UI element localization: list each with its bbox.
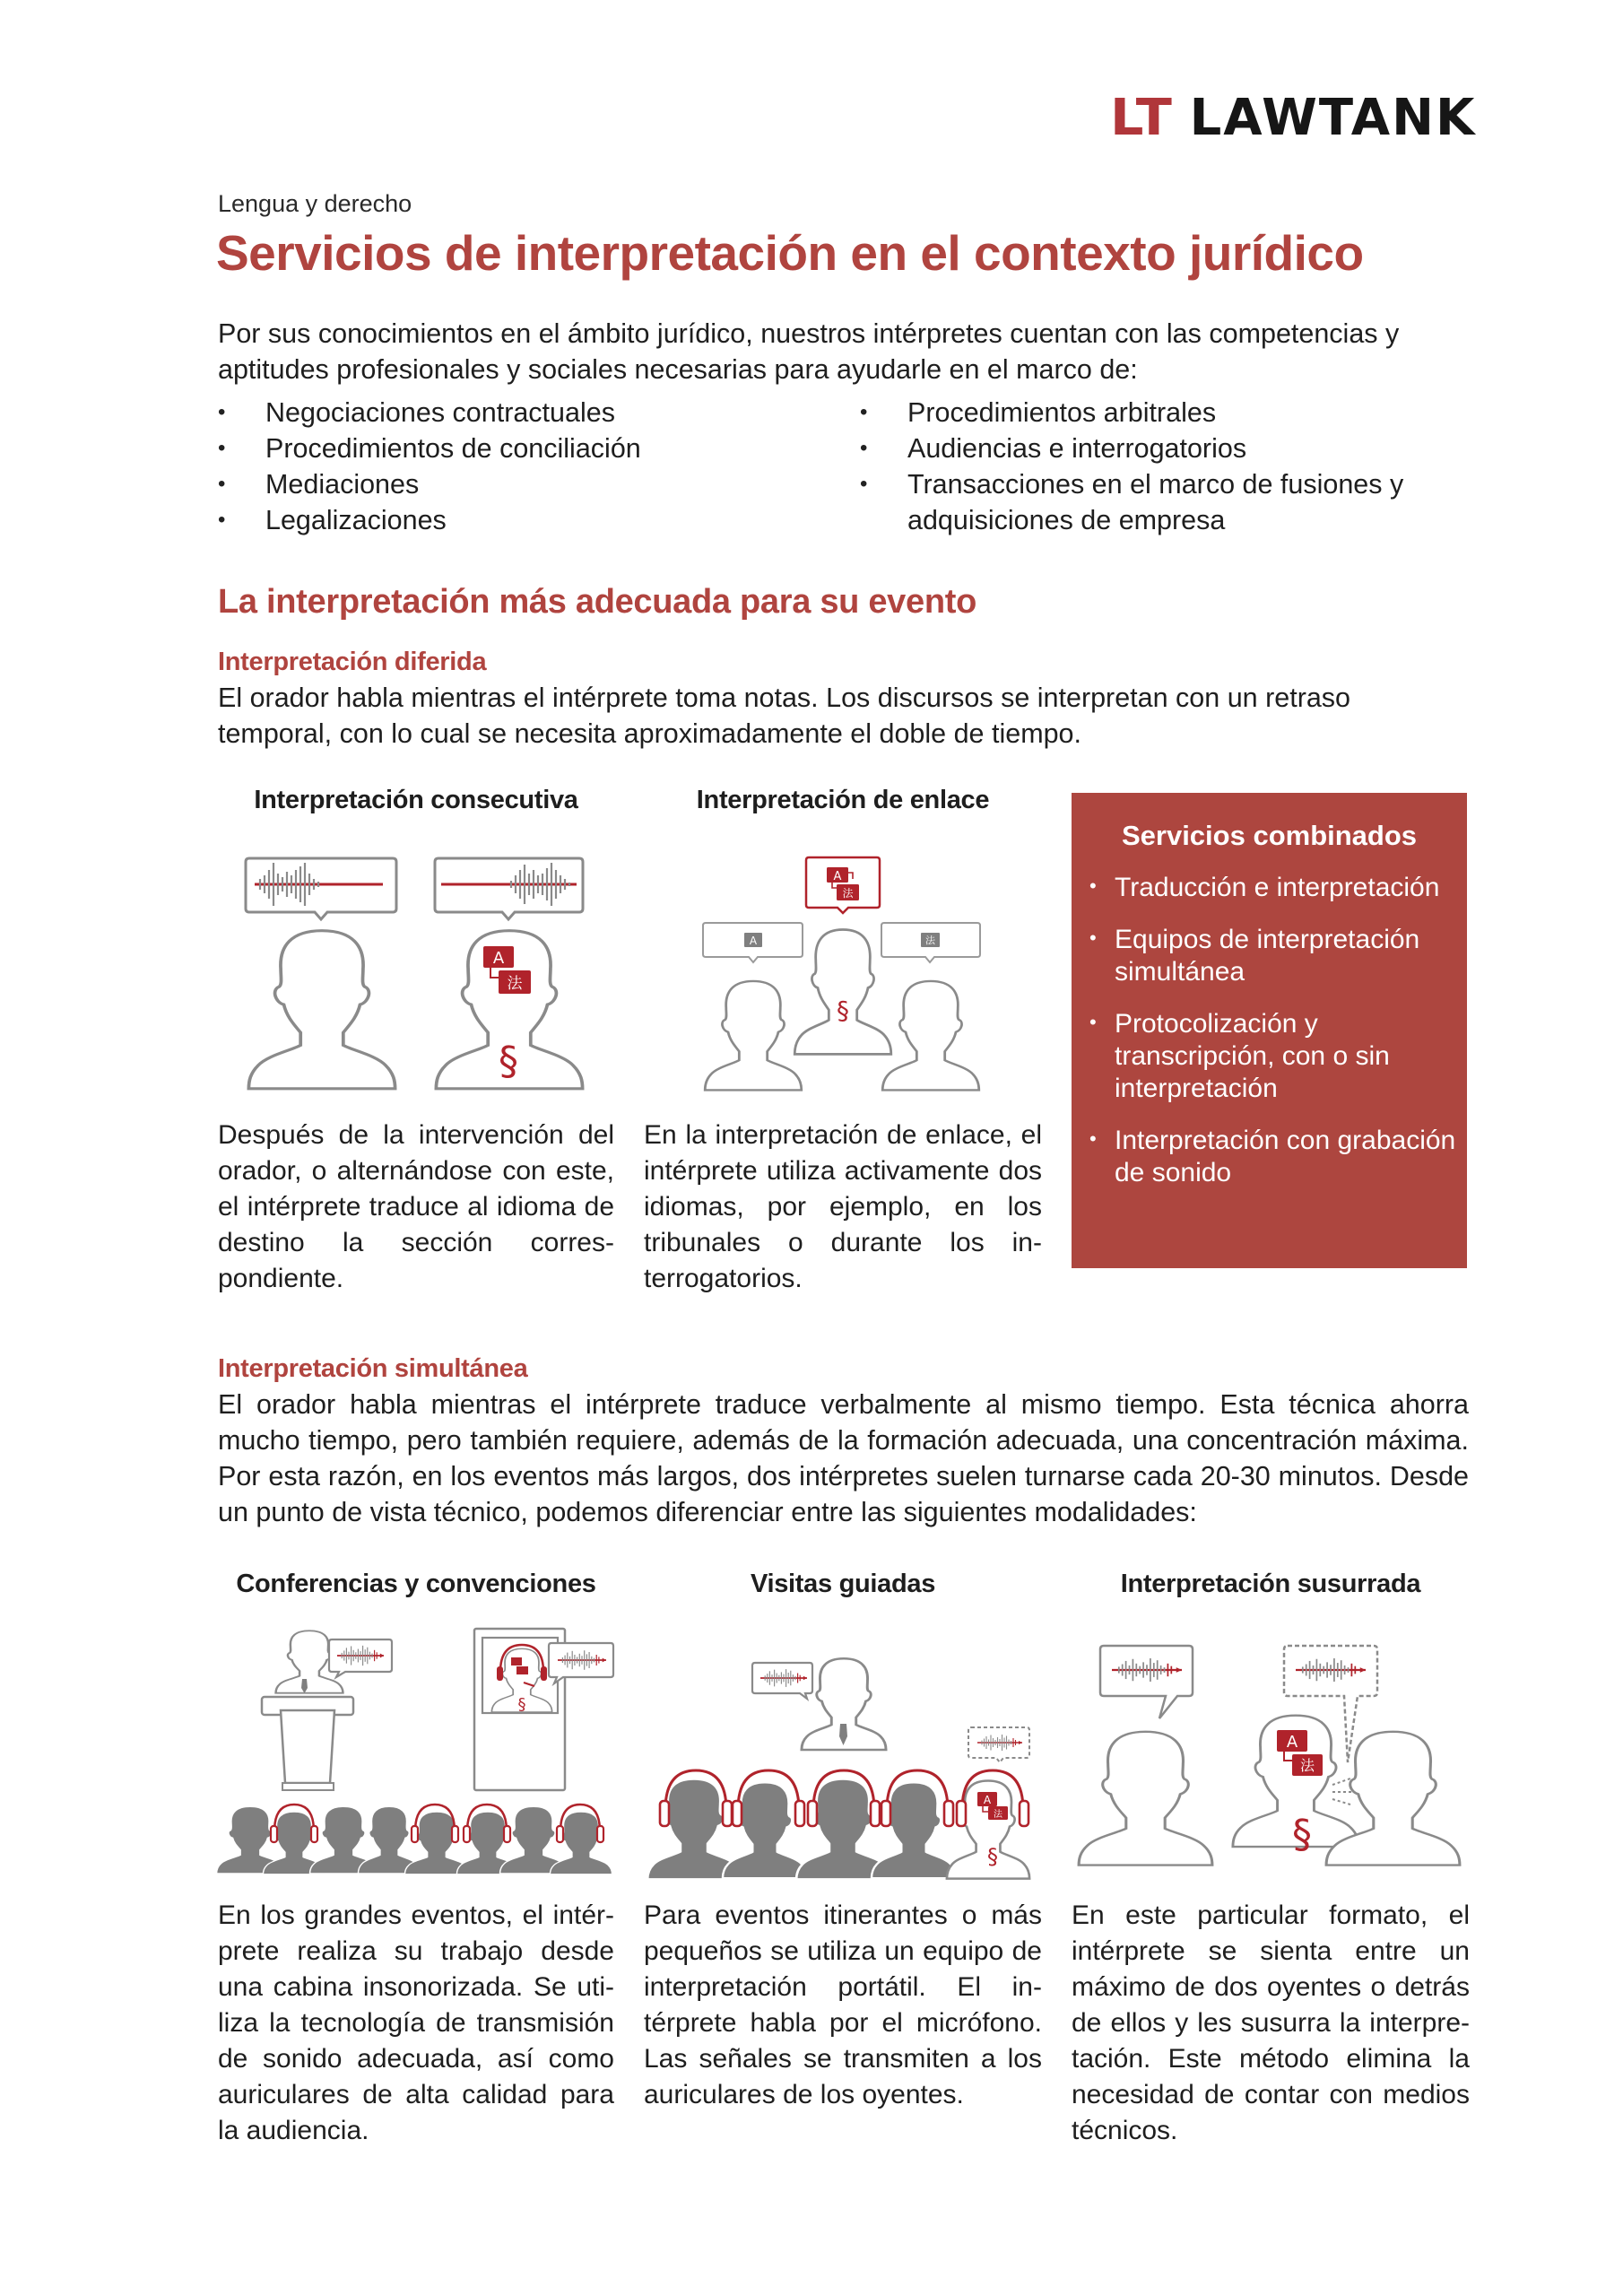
paragraph-law-icon: §: [837, 996, 849, 1025]
interpreter-bust-icon: [794, 929, 891, 1054]
section-title: La interpretación más adecuada para su evento: [218, 583, 977, 621]
speech-bubble-icon: [329, 1639, 392, 1677]
conference-illustration: [215, 1614, 628, 1883]
liaison-heading: Interpretación de enlace: [696, 786, 990, 814]
party-bust-icon: [705, 981, 802, 1091]
party-bust-icon: [882, 981, 979, 1091]
svg-text:A: A: [492, 949, 505, 968]
svg-text:A: A: [983, 1794, 992, 1806]
translation-bubble-icon: [806, 857, 880, 913]
listener-bust-icon: [1079, 1732, 1212, 1866]
simultaneous-heading: Interpretación simultánea: [218, 1354, 528, 1383]
speech-bubble-icon: [881, 923, 980, 962]
paragraph-law-icon: §: [987, 1844, 998, 1869]
combined-service-item: • Protocolización y transcripción, con o sin interpretación: [1089, 1008, 1457, 1105]
deferred-heading: Interpretación diferida: [218, 648, 487, 676]
context-item: • Transacciones en el marco de fusiones y adquisiciones de empresa: [860, 466, 1434, 538]
speech-bubble-icon: [752, 1663, 812, 1699]
conferences-heading: Conferencias y convenciones: [236, 1570, 596, 1598]
paragraph-law-icon: §: [1292, 1812, 1312, 1857]
logo-mark: LT: [1110, 89, 1173, 147]
combined-services-list: [1089, 872, 1457, 1209]
speech-bubble-icon: [1100, 1646, 1193, 1718]
consecutive-illustration: [233, 843, 646, 1094]
context-item: • Procedimientos arbitrales: [860, 395, 1434, 430]
context-item: • Negociaciones contractuales: [218, 395, 801, 430]
svg-text:法: 法: [842, 887, 854, 900]
combined-service-item: • Traducción e interpretación: [1089, 872, 1457, 904]
svg-text:A: A: [833, 870, 842, 883]
deferred-paragraph: El orador habla mientras el intérprete toma notas. Los discursos se interpretan con un retraso temporal, con lo cual se necesita aproximadamente el doble de tiempo.: [218, 683, 1351, 749]
context-item: • Mediaciones: [218, 466, 801, 502]
liaison-illustration: [690, 843, 1004, 1094]
guided-tours-description: Para eventos itinerantes o más pequeños se utiliza un equipo de interpretación portátil. El intérprete habla por el micrófono. Las señales se transmiten a los auriculares de los oyentes.: [644, 1900, 1042, 2109]
speech-bubble-icon: [703, 923, 803, 962]
page-title: Servicios de interpretación en el contexto jurídico: [216, 225, 1364, 281]
whispered-description: En este particular formato, el intérprete se sienta entre un máximo de dos oyentes o detrás de ellos y les susurra la interpretación. Este método elimina la necesidad de contar con medios técnicos.: [1072, 1900, 1470, 2145]
listener-bust-icon: [1326, 1732, 1460, 1866]
whisper-lines-icon: [1332, 1779, 1351, 1805]
context-list-left: [218, 395, 801, 538]
intro-paragraph: Por sus conocimientos en el ámbito jurídico, nuestros intérpretes cuentan con las competencias y aptitudes profesionales y sociales necesarias para ayudarle en el marco de:: [218, 318, 1400, 385]
simultaneous-paragraph: El orador habla mientras el intérprete traduce verbalmente al mismo tiempo. Esta técnica ahorra mucho tiempo, pero también requiere, además de la formación adecuada, una concentración máxima. Por esta razón, en los eventos más largos, dos intérpretes suelen turnarse cada 20-30 minutos. Desde un punto de vista técnico, podemos diferenciar entre las siguientes modalidades:: [218, 1389, 1469, 1527]
listener-group-icon: [647, 1779, 956, 1880]
paragraph-law-icon: §: [517, 1695, 526, 1714]
combined-service-item: • Equipos de interpretación simultánea: [1089, 924, 1457, 988]
context-list-right: [860, 395, 1434, 538]
logo-wordmark: LAWTANK: [1189, 89, 1477, 147]
speech-bubble-icon: [549, 1643, 613, 1683]
svg-text:A: A: [1286, 1733, 1298, 1752]
combined-services-heading: Servicios combinados: [1121, 820, 1418, 851]
whispered-heading: Interpretación susurrada: [1120, 1570, 1421, 1598]
whispered-illustration: [1076, 1632, 1488, 1892]
transmitter-bubble-icon: [968, 1727, 1029, 1762]
context-item: • Procedimientos de conciliación: [218, 430, 801, 466]
consecutive-description: Después de la intervención del orador, o alternándose con este, el intérprete traduce al idioma de destino la sección correspondiente.: [218, 1120, 614, 1293]
context-item: • Audiencias e interrogatorios: [860, 430, 1434, 466]
speech-bubble-icon: [435, 858, 583, 919]
liaison-description: En la interpretación de enlace, el intérprete utiliza activamente dos idiomas, por ejemplo, en los tribunales o durante los interrogatorios.: [644, 1120, 1042, 1293]
guided-tours-heading: Visitas guiadas: [750, 1570, 936, 1598]
page-kicker: Lengua y derecho: [218, 190, 412, 217]
svg-text:A: A: [749, 935, 758, 947]
context-item: • Legalizaciones: [218, 502, 801, 538]
paragraph-law-icon: §: [499, 1039, 518, 1084]
svg-text:法: 法: [1299, 1757, 1315, 1774]
svg-text:法: 法: [994, 1810, 1002, 1820]
consecutive-heading: Interpretación consecutiva: [254, 786, 578, 814]
guided-tour-illustration: [646, 1650, 1058, 1883]
combined-service-item: • Interpretación con grabación de sonido: [1089, 1125, 1457, 1189]
combined-services-box: [1072, 793, 1467, 1268]
lawtank-logo[interactable]: [1110, 89, 1477, 147]
conferences-description: En los grandes eventos, el intérprete realiza su trabajo desde una cabina insonorizada. Se utiliza la tecnología de transmisión de sonido adecuada, así como auriculares de alta calidad para la audiencia.: [218, 1900, 614, 2145]
speech-bubble-icon: [246, 858, 396, 919]
speaker-bust-icon: [248, 931, 395, 1089]
svg-text:法: 法: [507, 975, 523, 993]
svg-text:法: 法: [925, 935, 935, 946]
